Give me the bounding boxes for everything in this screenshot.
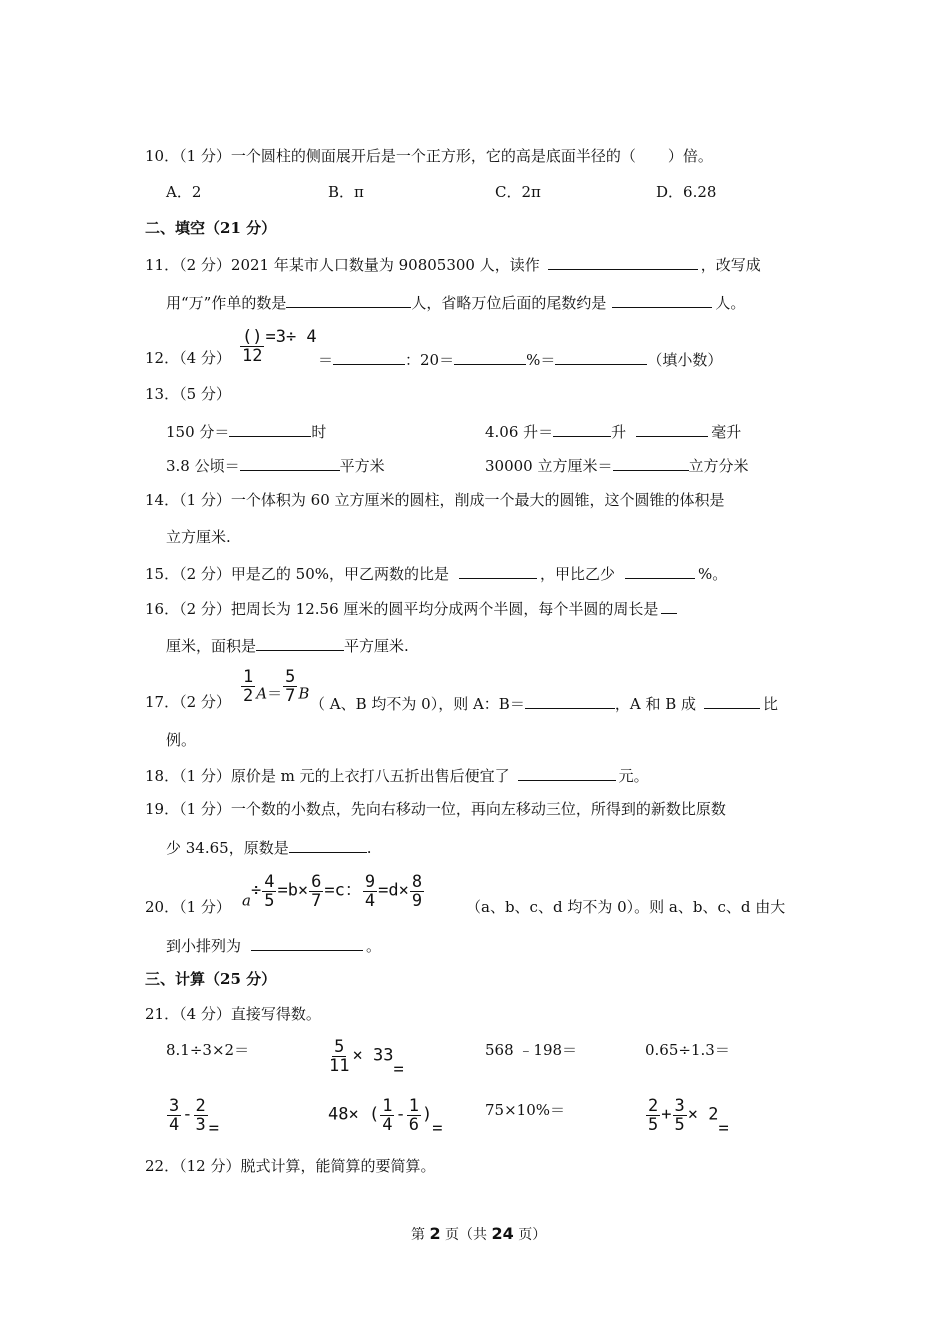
question-12-answers: ＝ ：20＝ %＝ （填小数） <box>318 348 722 370</box>
q13-item-d: 30000 立方厘米＝ 立方分米 <box>485 454 749 476</box>
q10-option-a: A．2 <box>166 183 202 201</box>
question-20: 20．（1 分） <box>145 898 231 916</box>
q13-item-b: 4.06 升＝ 升 毫升 <box>485 420 741 442</box>
page-footer: 第 2 页（共 24 页） <box>411 1224 547 1243</box>
q21-expr-6: 48× ( $\frac{1}{4}$ - $\frac{1}{6}$ )= <box>328 1096 443 1139</box>
q10-option-d: D．6.28 <box>656 183 717 201</box>
question-14: 14．（1 分）一个体积为 60 立方厘米的圆柱，削成一个最大的圆锥，这个圆锥的体积是 <box>145 491 725 509</box>
question-22: 22．（12 分）脱式计算，能简算的要简算。 <box>145 1157 436 1175</box>
question-17-text: （ A、B 均不为 0），则 A：B＝ ，A 和 B 成 比 <box>310 692 778 714</box>
q21-expr-3: 568 ﹣198＝ <box>485 1041 578 1059</box>
question-20-line2: 到小排列为 。 <box>166 934 381 956</box>
section-3-title: 三、计算（25 分） <box>145 970 277 988</box>
question-11-line2: 用“万”作单的数是 人，省略万位后面的尾数约是 人。 <box>166 291 745 313</box>
question-15: 15．（2 分）甲是乙的 50%，甲乙两数的比是 ，甲比乙少 %。 <box>145 562 727 584</box>
question-10: 10．（1 分）一个圆柱的侧面展开后是一个正方形，它的高是底面半径的（ ）倍。 <box>145 147 713 165</box>
section-2-title: 二、填空（21 分） <box>145 219 277 237</box>
q21-expr-7: 75×10%＝ <box>485 1101 565 1119</box>
q12-formula: $\frac{()}{12}$ =3÷ 4 <box>242 326 317 366</box>
question-16-line2: 厘米，面积是 平方厘米. <box>166 634 409 656</box>
q10-option-b: B．π <box>328 183 364 201</box>
question-18: 18．（1 分）原价是 m 元的上衣打八五折出售后便宜了 元。 <box>145 764 649 786</box>
question-11: 11．（2 分）2021 年某市人口数量为 90805300 人，读作 ，改写成 <box>145 253 761 275</box>
question-16: 16．（2 分）把周长为 12.56 厘米的圆平均分成两个半圆，每个半圆的周长是 <box>145 597 680 619</box>
q12-fraction: $\frac{()}{12}$ <box>242 326 263 366</box>
q13-item-a: 150 分＝ 时 <box>166 420 326 442</box>
question-19-line2: 少 34.65，原数是 . <box>166 836 372 858</box>
page-number: 2 <box>429 1224 441 1243</box>
q10-option-c: C．2π <box>495 183 541 201</box>
q17-formula: $\frac{1}{2}$ A＝ $\frac{5}{7}$ B <box>243 667 310 706</box>
page-total: 24 <box>491 1224 514 1243</box>
question-21: 21．（4 分）直接写得数。 <box>145 1005 321 1023</box>
question-12: 12．（4 分） <box>145 349 231 367</box>
question-20-text: （a、b、c、d 均不为 0）。则 a、b、c、d 由大 <box>466 898 786 916</box>
q20-formula: a÷ $\frac{4}{5}$ =b× $\frac{6}{7}$ =c： $\frac{9}{4}$ =d× $\frac{8}{9}$ <box>242 872 423 911</box>
q13-item-c: 3.8 公顷＝ 平方米 <box>166 454 385 476</box>
question-13: 13．（5 分） <box>145 385 231 403</box>
q21-expr-2: $\frac{5}{11}$ × 33= <box>329 1037 404 1080</box>
q21-expr-8: $\frac{2}{5}$ + $\frac{3}{5}$ × 2= <box>648 1096 729 1139</box>
question-17: 17．（2 分） <box>145 693 231 711</box>
question-17-line2: 例。 <box>166 731 197 749</box>
q21-expr-4: 0.65÷1.3＝ <box>645 1041 730 1059</box>
question-14-line2: 立方厘米. <box>166 528 231 546</box>
q21-expr-5: $\frac{3}{4}$ - $\frac{2}{3}$ = <box>169 1096 219 1139</box>
question-19: 19．（1 分）一个数的小数点，先向右移动一位，再向左移动三位，所得到的新数比原数 <box>145 800 726 818</box>
q21-expr-1: 8.1÷3×2＝ <box>166 1041 250 1059</box>
